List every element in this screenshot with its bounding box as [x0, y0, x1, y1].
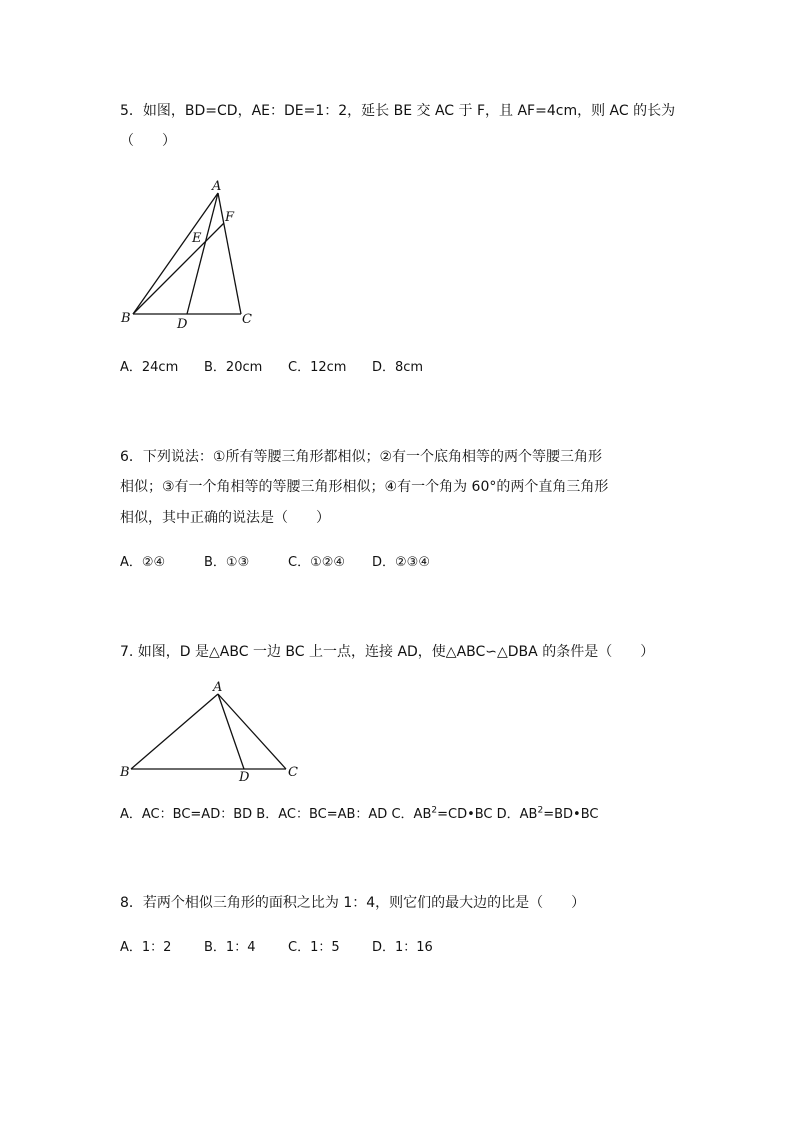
segment-ab — [131, 694, 218, 769]
segment-ab — [133, 193, 218, 314]
q7-option-c-rest: =CD•BC — [437, 807, 493, 822]
q6-text-line3: 相似，其中正确的说法是（ ） — [120, 510, 330, 526]
q5-text-line2: （ ） — [120, 133, 176, 149]
q7-option-c-exponent: 2 — [431, 805, 438, 816]
q5-text-line1: 5．如图，BD=CD，AE：DE=1：2，延长 BE 交 AC 于 F，且 AF=4cm，则 AC 的长为 — [120, 103, 676, 119]
q8-option-a[interactable]: A．1：2 — [120, 940, 172, 955]
q6-option-a[interactable]: A．②④ — [120, 555, 166, 570]
q8-option-b[interactable]: B．1：4 — [204, 940, 256, 955]
label-d: D — [177, 317, 188, 332]
q6-option-b[interactable]: B．①③ — [204, 555, 250, 570]
q8-option-d[interactable]: D．1：16 — [372, 940, 433, 955]
q5-option-b[interactable]: B．20cm — [204, 360, 263, 375]
q6-text-line2: 相似；③有一个角相等的等腰三角形相似；④有一个角为 60°的两个直角三角形 — [120, 479, 609, 495]
segment-ac — [218, 694, 286, 769]
q8-options — [120, 938, 433, 958]
q7-option-d-exponent: 2 — [537, 805, 544, 816]
label-c: C — [288, 765, 298, 780]
q8-text-line1: 8．若两个相似三角形的面积之比为 1：4，则它们的最大边的比是（ ） — [120, 895, 586, 911]
label-f: F — [225, 210, 235, 225]
q7-option-d-rest: =BD•BC — [543, 807, 599, 822]
segment-ad — [187, 193, 218, 314]
segment-ad — [218, 694, 244, 769]
q7-option-d[interactable] — [497, 805, 599, 825]
q6-option-d[interactable]: D．②③④ — [372, 555, 430, 570]
q5-option-d[interactable]: D．8cm — [372, 360, 424, 375]
q7-option-a[interactable]: A．AC：BC=AD：BD — [120, 807, 253, 822]
q7-options — [120, 805, 598, 825]
q5-triangle-figure — [110, 175, 270, 335]
q7-triangle-figure — [110, 678, 310, 788]
label-d: D — [239, 770, 250, 785]
q7-option-b[interactable]: B．AC：BC=AB：AD — [256, 807, 388, 822]
q5-option-a[interactable]: A．24cm — [120, 360, 179, 375]
label-e: E — [192, 231, 202, 246]
label-b: B — [121, 311, 131, 326]
q7-option-d-base: D．AB — [496, 807, 538, 822]
q7-option-c[interactable] — [391, 805, 492, 825]
q7-option-c-base: C．AB — [391, 807, 432, 822]
q6-options — [120, 553, 430, 573]
q5-option-c[interactable]: C．12cm — [288, 360, 347, 375]
q7-text-line1: 7. 如图，D 是△ABC 一边 BC 上一点，连接 AD，使△ABC∽△DBA 的条件是（ ） — [120, 644, 655, 660]
label-a: A — [213, 680, 223, 695]
q8-option-c[interactable]: C．1：5 — [288, 940, 340, 955]
label-c: C — [242, 312, 252, 327]
q6-option-c[interactable]: C．①②④ — [288, 555, 346, 570]
label-a: A — [212, 179, 222, 194]
q5-options — [120, 358, 423, 378]
q6-text-line1: 6．下列说法：①所有等腰三角形都相似；②有一个底角相等的两个等腰三角形 — [120, 449, 603, 465]
segment-bf — [133, 223, 224, 314]
label-b: B — [120, 765, 130, 780]
